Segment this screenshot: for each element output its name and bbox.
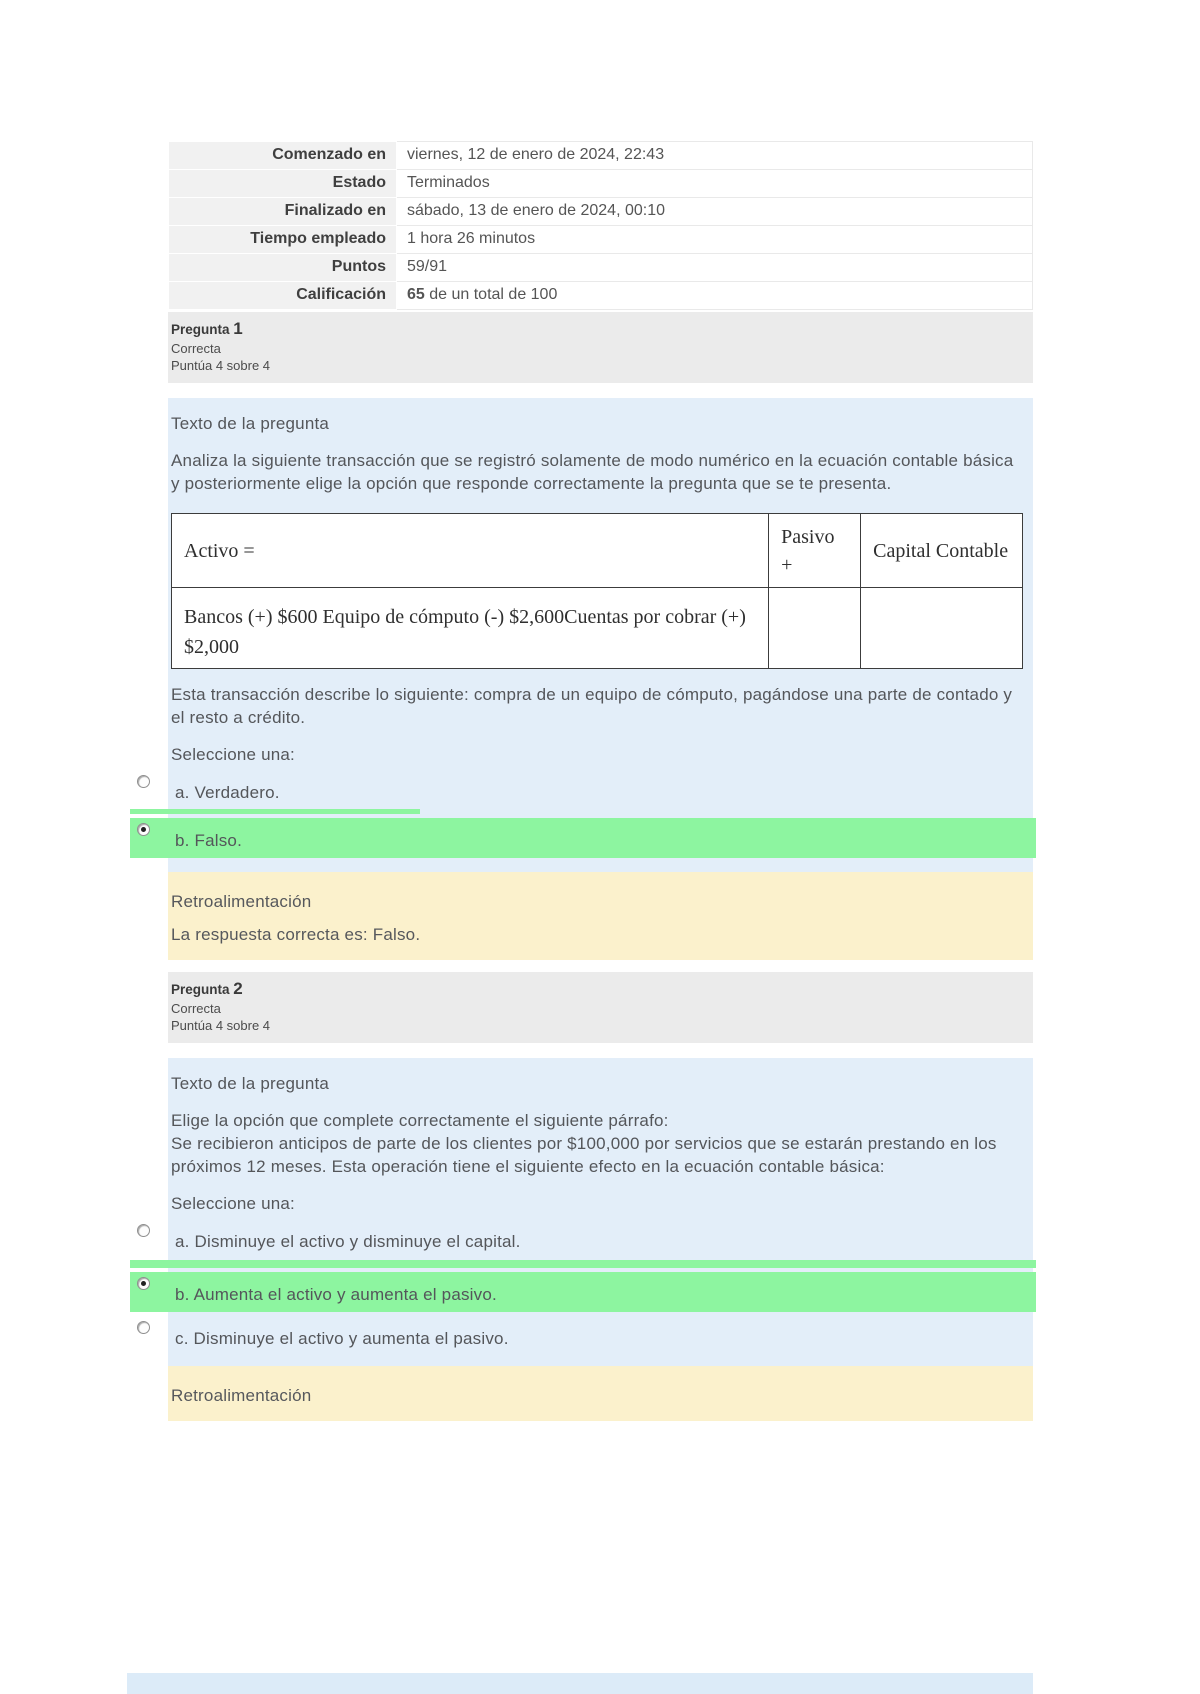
summary-value: 59/91 bbox=[397, 254, 1033, 282]
answer-option-a[interactable] bbox=[130, 1219, 1036, 1255]
question-2 bbox=[168, 972, 1033, 1421]
summary-label: Calificación bbox=[169, 282, 397, 310]
question-points: Puntúa 4 sobre 4 bbox=[171, 1018, 271, 1033]
summary-value: viernes, 12 de enero de 2024, 22:43 bbox=[397, 142, 1033, 170]
correct-highlight-strip bbox=[130, 809, 420, 814]
summary-label: Tiempo empleado bbox=[169, 226, 397, 254]
grade-text: de un total de 100 bbox=[424, 286, 558, 303]
feedback-correct-answer: La respuesta correcta es: Falso. bbox=[171, 925, 421, 944]
cutoff-content-strip bbox=[127, 1673, 1033, 1694]
question-text-label: Texto de la pregunta bbox=[171, 1074, 330, 1093]
summary-row-state bbox=[169, 170, 1033, 198]
question-text-label: Texto de la pregunta bbox=[171, 414, 330, 433]
radio-button[interactable] bbox=[137, 1224, 150, 1237]
answer-option-b-selected[interactable] bbox=[130, 818, 1036, 858]
summary-label: Finalizado en bbox=[169, 198, 397, 226]
question-intro bbox=[171, 1109, 1023, 1178]
summary-label: Puntos bbox=[169, 254, 397, 282]
equation-capital-value bbox=[861, 588, 1023, 669]
question-1 bbox=[168, 312, 1033, 960]
question-intro: Analiza la siguiente transacción que se registró solamente de modo numérico en la ecuación contable básica y posteriormente elige la opción que responde correctamente la pregunta que se te presenta. bbox=[171, 451, 1014, 493]
summary-row-points bbox=[169, 254, 1033, 282]
equation-header-row bbox=[172, 514, 1023, 588]
question-1-body bbox=[168, 398, 1033, 872]
summary-row-finished bbox=[169, 198, 1033, 226]
radio-button[interactable] bbox=[137, 775, 150, 788]
summary-value: sábado, 13 de enero de 2024, 00:10 bbox=[397, 198, 1033, 226]
grade-number: 65 bbox=[407, 286, 425, 303]
feedback-label: Retroalimentación bbox=[171, 1386, 312, 1405]
feedback-label: Retroalimentación bbox=[171, 892, 312, 911]
question-points: Puntúa 4 sobre 4 bbox=[171, 358, 271, 373]
option-label: c. Disminuye el activo y aumenta el pasivo. bbox=[175, 1329, 509, 1348]
question-2-body bbox=[168, 1058, 1033, 1366]
summary-row-started bbox=[169, 142, 1033, 170]
option-label: a. Verdadero. bbox=[175, 783, 280, 802]
option-label: a. Disminuye el activo y disminuye el capital. bbox=[175, 1232, 521, 1251]
equation-header-activo: Activo = bbox=[172, 514, 769, 588]
answer-option-a[interactable] bbox=[130, 770, 1036, 806]
equation-header-pasivo: Pasivo + bbox=[769, 514, 861, 588]
intro-line-2: Se recibieron anticipos de parte de los clientes por $100,000 por servicios que se estarán prestando en los próximos 12 meses. Esta operación tiene el siguiente efecto en la ecuación contable básica: bbox=[171, 1134, 997, 1176]
question-status: Correcta bbox=[171, 1001, 221, 1016]
question-2-header bbox=[168, 972, 1033, 1043]
radio-button-checked[interactable] bbox=[137, 823, 150, 836]
question-number: 2 bbox=[233, 979, 243, 998]
question-1-feedback bbox=[168, 872, 1033, 960]
correct-highlight-strip bbox=[130, 1260, 1036, 1268]
intro-line-1: Elige la opción que complete correctamente el siguiente párrafo: bbox=[171, 1111, 669, 1130]
quiz-review-page bbox=[168, 141, 1033, 1421]
question-number: 1 bbox=[233, 319, 243, 338]
question-title-label: Pregunta bbox=[171, 982, 230, 997]
select-one-label: Seleccione una: bbox=[171, 745, 295, 764]
quiz-summary-table bbox=[168, 141, 1033, 310]
summary-row-grade bbox=[169, 282, 1033, 310]
equation-activo-value: Bancos (+) $600 Equipo de cómputo (-) $2,600Cuentas por cobrar (+) $2,000 bbox=[172, 588, 769, 669]
option-label: b. Falso. bbox=[175, 831, 242, 850]
question-description: Esta transacción describe lo siguiente: compra de un equipo de cómputo, pagándose una parte de contado y el resto a crédito. bbox=[171, 685, 1013, 727]
equation-pasivo-value bbox=[769, 588, 861, 669]
equation-header-capital: Capital Contable bbox=[861, 514, 1023, 588]
answer-option-b-selected[interactable] bbox=[130, 1272, 1036, 1312]
summary-value bbox=[397, 282, 1033, 310]
question-title bbox=[171, 319, 1025, 340]
summary-value: Terminados bbox=[397, 170, 1033, 198]
radio-button[interactable] bbox=[137, 1321, 150, 1334]
summary-label: Estado bbox=[169, 170, 397, 198]
question-1-header bbox=[168, 312, 1033, 383]
question-2-feedback bbox=[168, 1366, 1033, 1421]
question-status: Correcta bbox=[171, 341, 221, 356]
answer-option-c[interactable] bbox=[130, 1316, 1036, 1352]
summary-label: Comenzado en bbox=[169, 142, 397, 170]
radio-button-checked[interactable] bbox=[137, 1277, 150, 1290]
accounting-equation-table bbox=[171, 513, 1023, 669]
option-label: b. Aumenta el activo y aumenta el pasivo. bbox=[175, 1285, 497, 1304]
summary-row-time-taken bbox=[169, 226, 1033, 254]
equation-data-row bbox=[172, 588, 1023, 669]
question-title bbox=[171, 979, 1025, 1000]
select-one-label: Seleccione una: bbox=[171, 1194, 295, 1213]
question-title-label: Pregunta bbox=[171, 322, 230, 337]
summary-value: 1 hora 26 minutos bbox=[397, 226, 1033, 254]
